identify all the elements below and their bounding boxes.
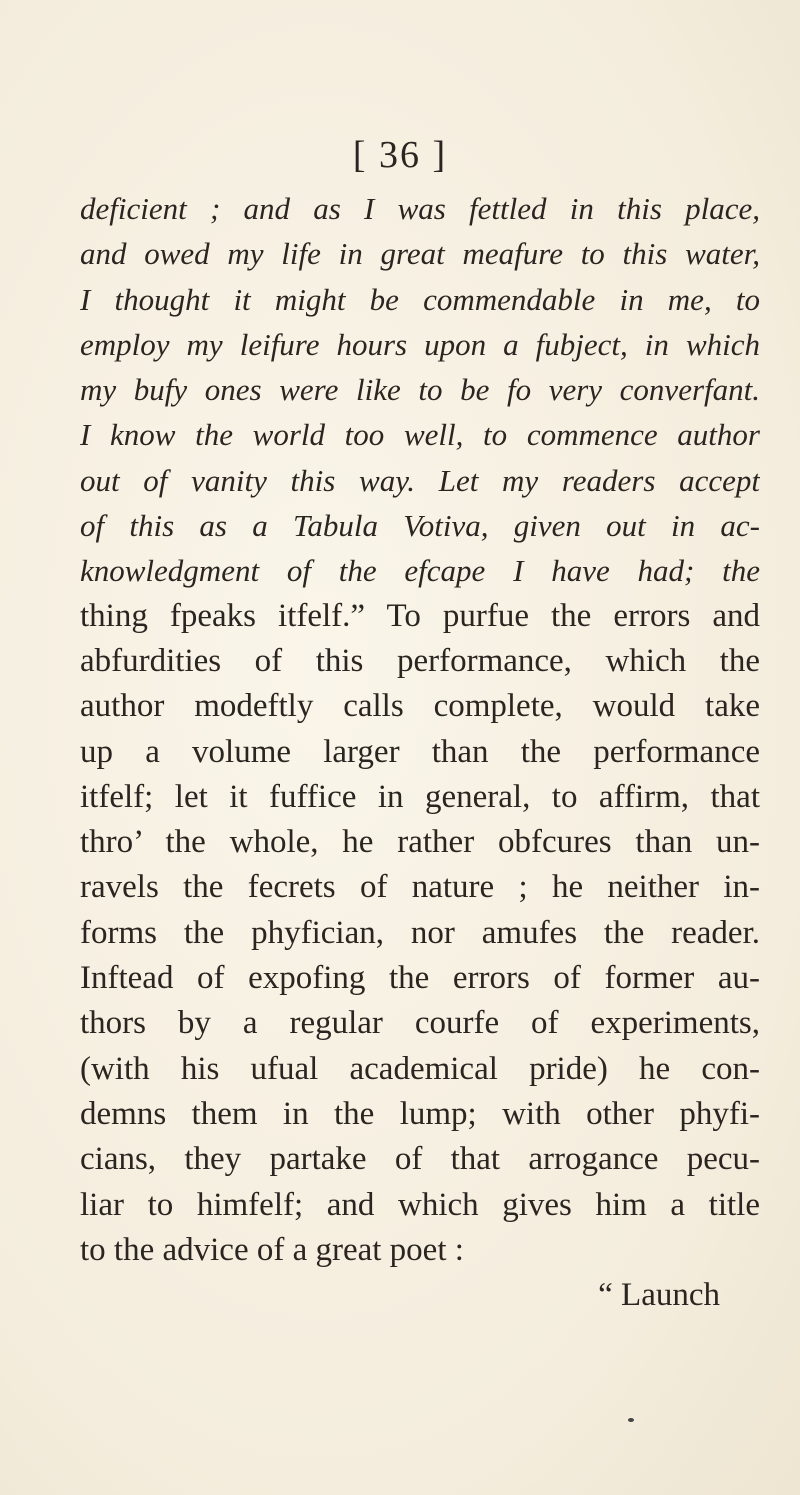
text-line: cians, they partake of that arrogance pecu-: [80, 1141, 760, 1178]
text-line: forms the phyfician, nor amufes the reader.: [80, 914, 760, 951]
catchword: “ Launch: [598, 1277, 720, 1314]
text-line: author modeftly calls complete, would take: [80, 688, 760, 725]
text-line: of this as a Tabula Votiva, given out in ac-: [80, 508, 760, 544]
text-line: I thought it might be commendable in me, to: [80, 281, 760, 317]
page-number: [ 36 ]: [352, 134, 448, 176]
text-line: my bufy ones were like to be fo very converfant.: [80, 372, 760, 408]
text-line: itfelf; let it fuffice in general, to affirm, that: [80, 778, 760, 815]
text-line: and owed my life in great meafure to this water,: [80, 236, 760, 272]
text-line: thing fpeaks itfelf.” To purfue the errors and: [80, 597, 760, 634]
text-line: up a volume larger than the performance: [80, 733, 760, 770]
text-line: deficient ; and as I was fettled in this place,: [80, 191, 760, 226]
ink-speck: [628, 1418, 634, 1422]
text-line: knowledgment of the efcape I have had; the: [80, 553, 760, 589]
text-line: out of vanity this way. Let my readers accept: [80, 462, 760, 498]
text-line: employ my leifure hours upon a fubject, in which: [80, 326, 760, 362]
text-line: thors by a regular courfe of experiments,: [80, 1005, 760, 1042]
body-text: [80, 186, 760, 1318]
text-line: demns them in the lump; with other phyfi-: [80, 1095, 760, 1132]
text-line: to the advice of a great poet :: [80, 1231, 464, 1268]
text-line: Inftead of expofing the errors of former au-: [80, 960, 760, 997]
text-line: ravels the fecrets of nature ; he neither in-: [80, 869, 760, 906]
text-line: I know the world too well, to commence author: [80, 417, 760, 453]
text-line: liar to himfelf; and which gives him a title: [80, 1186, 760, 1223]
text-line: (with his ufual academical pride) he con-: [80, 1050, 760, 1087]
text-line: abfurdities of this performance, which the: [80, 642, 760, 679]
text-line: thro’ the whole, he rather obfcures than un-: [80, 824, 760, 861]
